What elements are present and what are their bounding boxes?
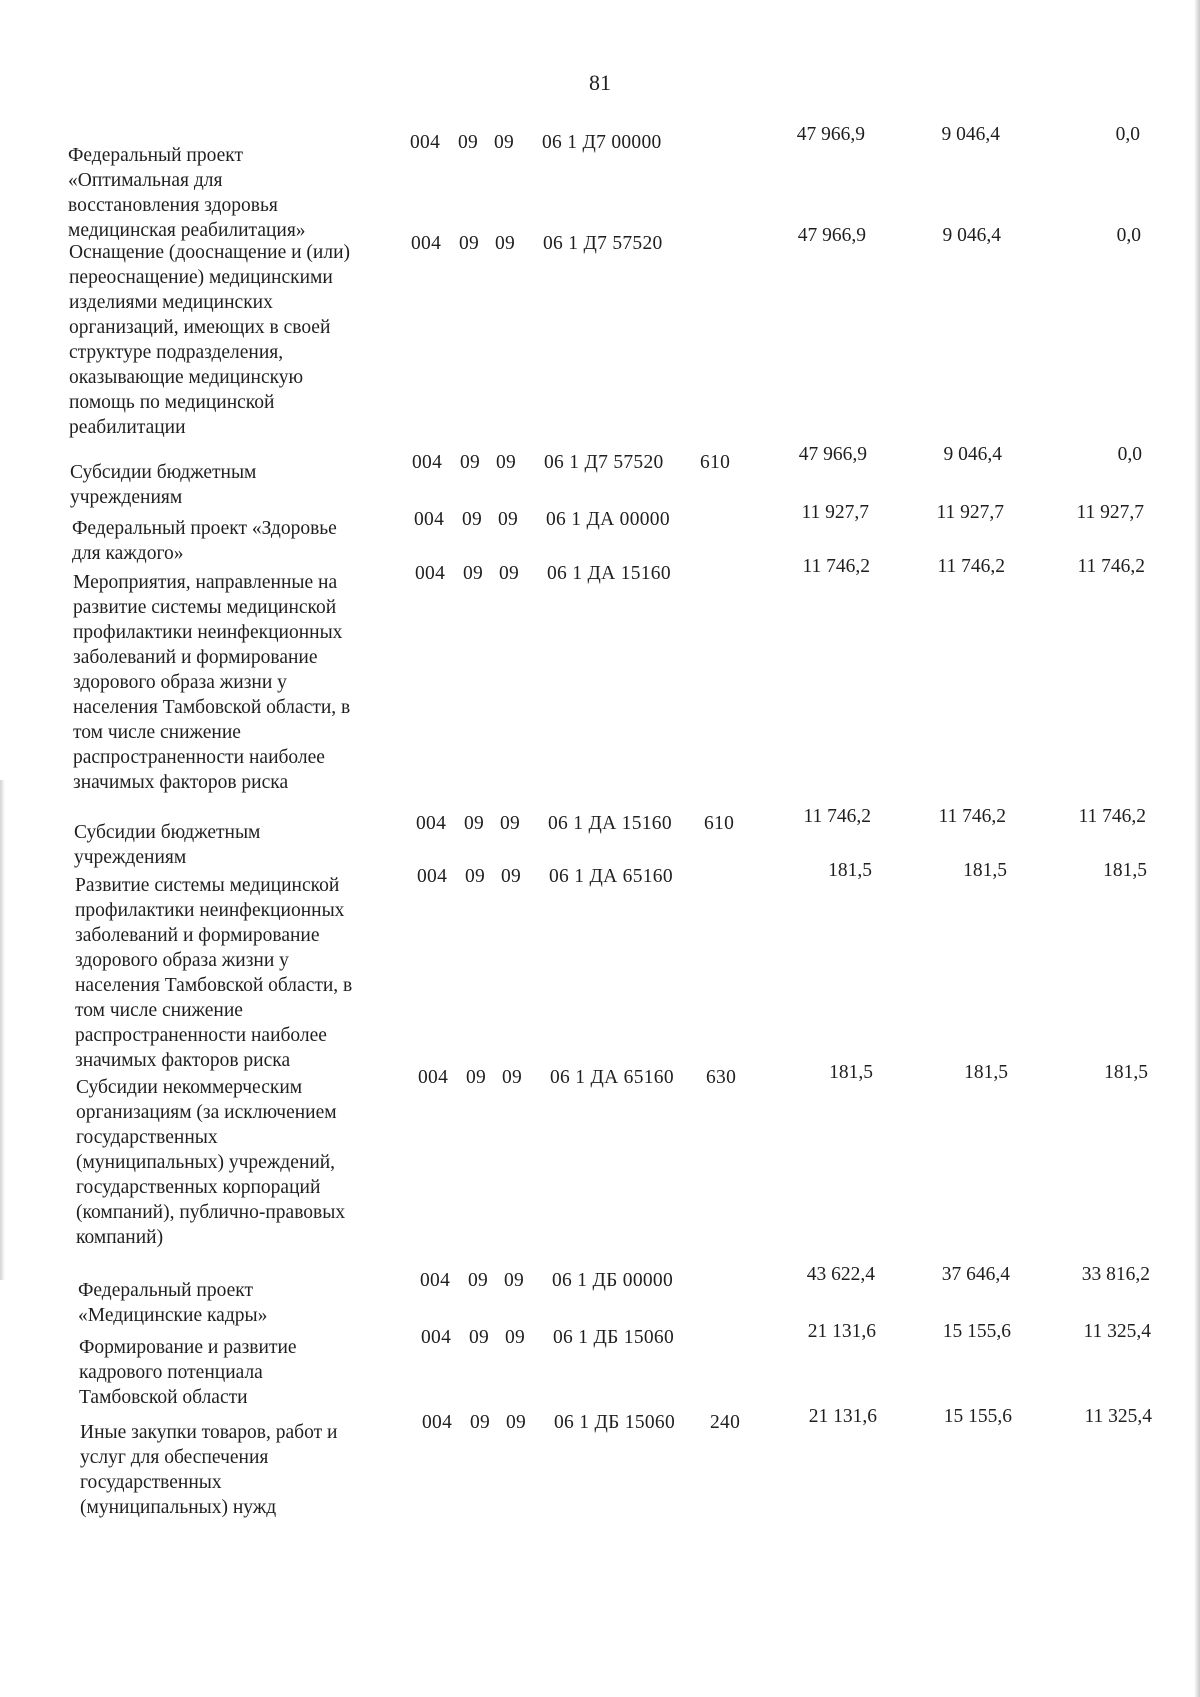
amount-year-1: 47 966,9: [797, 225, 866, 246]
amount-year-2: 11 746,2: [937, 556, 1005, 577]
amount-year-1: 47 966,9: [796, 124, 865, 145]
subsection-code: 09: [500, 813, 521, 834]
section-code: 09: [466, 1067, 487, 1088]
section-code: 09: [460, 452, 481, 473]
ministry-code: 004: [412, 452, 443, 473]
amount-year-3: 11 325,4: [1084, 1406, 1152, 1427]
target-article-code: 06 1 Д7 57520: [543, 233, 663, 254]
ministry-code: 004: [414, 509, 445, 530]
section-code: 09: [464, 813, 485, 834]
amount-year-2: 9 046,4: [943, 444, 1002, 465]
amount-year-2: 15 155,6: [943, 1406, 1012, 1427]
subsection-code: 09: [504, 1270, 525, 1291]
row-name: Субсидии бюджетным учреждениям: [70, 462, 257, 508]
section-code: 09: [459, 233, 480, 254]
section-code: 09: [458, 132, 479, 153]
section-code: 09: [462, 509, 483, 530]
amount-year-2: 15 155,6: [942, 1321, 1011, 1342]
row-name: Иные закупки товаров, работ и услуг для обеспечения государственных (муниципальных) нужд: [80, 1422, 338, 1518]
ministry-code: 004: [410, 132, 441, 153]
target-article-code: 06 1 ДА 15160: [548, 813, 672, 834]
ministry-code: 004: [418, 1067, 449, 1088]
ministry-code: 004: [416, 813, 447, 834]
amount-year-3: 0,0: [1115, 124, 1140, 145]
page-number: 81: [589, 70, 611, 95]
subsection-code: 09: [506, 1412, 527, 1433]
subsection-code: 09: [494, 132, 515, 153]
ministry-code: 004: [411, 233, 442, 254]
amount-year-1: 181,5: [828, 860, 872, 881]
section-code: 09: [469, 1327, 490, 1348]
target-article-code: 06 1 ДБ 15060: [554, 1412, 676, 1433]
amount-year-2: 11 746,2: [938, 806, 1006, 827]
amount-year-1: 181,5: [829, 1062, 873, 1083]
amount-year-1: 11 927,7: [801, 502, 869, 523]
row-name: Субсидии некоммерческим организациям (за исключением государственных (муниципальных) учреждений, государственных корпораций (компаний), публично-правовых компаний): [76, 1077, 346, 1248]
subsection-code: 09: [496, 452, 517, 473]
amount-year-1: 43 622,4: [806, 1264, 875, 1285]
ministry-code: 004: [420, 1270, 451, 1291]
target-article-code: 06 1 Д7 57520: [544, 452, 664, 473]
amount-year-1: 21 131,6: [808, 1406, 877, 1427]
target-article-code: 06 1 ДА 15160: [547, 563, 671, 584]
amount-year-3: 0,0: [1116, 225, 1141, 246]
target-article-code: 06 1 Д7 00000: [542, 132, 662, 153]
target-article-code: 06 1 ДА 65160: [549, 866, 673, 887]
row-name: Мероприятия, направленные на развитие системы медицинской профилактики неинфекционных заболеваний и формирование здорового образа жизни у населения Тамбовской области, в том числе снижение распространенности наиболее значимых факторов риска: [73, 572, 351, 793]
target-article-code: 06 1 ДА 00000: [546, 509, 670, 530]
subsection-code: 09: [502, 1067, 523, 1088]
amount-year-2: 37 646,4: [941, 1264, 1010, 1285]
amount-year-3: 33 816,2: [1081, 1264, 1150, 1285]
ministry-code: 004: [422, 1412, 453, 1433]
target-article-code: 06 1 ДБ 15060: [553, 1327, 675, 1348]
ministry-code: 004: [417, 866, 448, 887]
target-article-code: 06 1 ДА 65160: [550, 1067, 674, 1088]
scan-edge-shadow: [1194, 0, 1200, 1697]
amount-year-3: 11 746,2: [1077, 556, 1145, 577]
row-name: Оснащение (дооснащение и (или) переоснащение) медицинскими изделиями медицинских организаций, имеющих в своей структуре подразделения, оказывающие медицинскую помощь по медицинской реабилитации: [69, 242, 351, 438]
row-name: Развитие системы медицинской профилактики неинфекционных заболеваний и формирование здорового образа жизни у населения Тамбовской области, в том числе снижение распространенности наиболее значимых факторов риска: [75, 875, 353, 1071]
amount-year-1: 11 746,2: [803, 806, 871, 827]
amount-year-3: 11 746,2: [1078, 806, 1146, 827]
section-code: 09: [463, 563, 484, 584]
section-code: 09: [465, 866, 486, 887]
amount-year-2: 181,5: [963, 860, 1007, 881]
amount-year-1: 11 746,2: [802, 556, 870, 577]
amount-year-2: 9 046,4: [941, 124, 1000, 145]
target-article-code: 06 1 ДБ 00000: [552, 1270, 674, 1291]
amount-year-1: 47 966,9: [798, 444, 867, 465]
row-name: Федеральный проект «Оптимальная для восстановления здоровья медицинская реабилитация»: [68, 145, 306, 241]
amount-year-2: 181,5: [964, 1062, 1008, 1083]
subsection-code: 09: [499, 563, 520, 584]
ministry-code: 004: [415, 563, 446, 584]
section-code: 09: [470, 1412, 491, 1433]
row-name: Федеральный проект «Здоровье для каждого»: [72, 518, 337, 564]
row-name: Субсидии бюджетным учреждениям: [74, 822, 261, 868]
subsection-code: 09: [498, 509, 519, 530]
subsection-code: 09: [501, 866, 522, 887]
scan-left-shadow: [0, 780, 5, 1280]
expense-type-code: 610: [700, 452, 731, 473]
row-name: Формирование и развитие кадрового потенциала Тамбовской области: [79, 1337, 297, 1408]
amount-year-1: 21 131,6: [807, 1321, 876, 1342]
amount-year-3: 11 927,7: [1076, 502, 1144, 523]
amount-year-3: 11 325,4: [1083, 1321, 1151, 1342]
amount-year-2: 9 046,4: [942, 225, 1001, 246]
expense-type-code: 610: [704, 813, 735, 834]
amount-year-3: 181,5: [1103, 860, 1147, 881]
row-name: Федеральный проект «Медицинские кадры»: [78, 1280, 268, 1326]
expense-type-code: 240: [710, 1412, 741, 1433]
amount-year-3: 181,5: [1104, 1062, 1148, 1083]
expense-type-code: 630: [706, 1067, 737, 1088]
ministry-code: 004: [421, 1327, 452, 1348]
subsection-code: 09: [505, 1327, 526, 1348]
section-code: 09: [468, 1270, 489, 1291]
amount-year-2: 11 927,7: [936, 502, 1004, 523]
amount-year-3: 0,0: [1117, 444, 1142, 465]
subsection-code: 09: [495, 233, 516, 254]
